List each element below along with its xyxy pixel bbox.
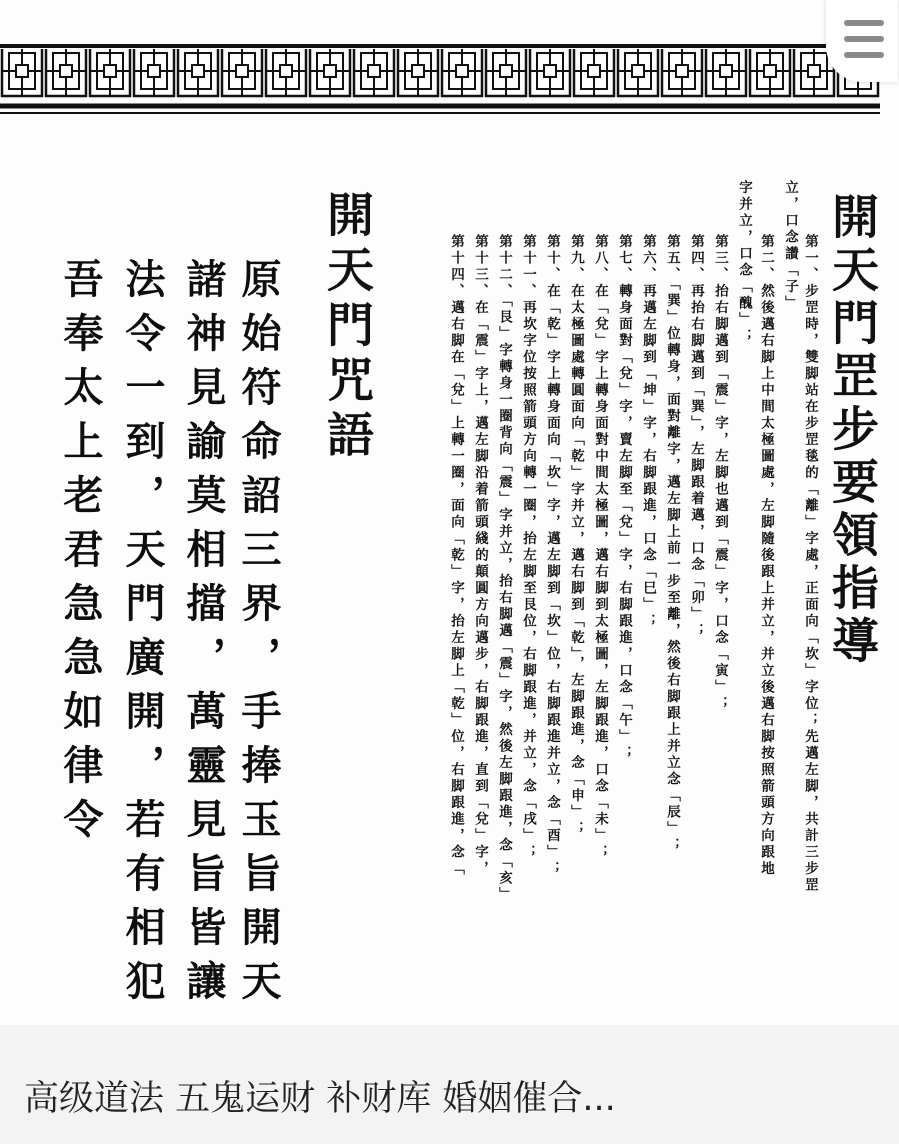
caption-title[interactable]: 高级道法 五鬼运财 补财库 婚姻催合... bbox=[24, 1079, 616, 1119]
step-item: 第十一、再坎字位按照箭頭方向轉一圈，抬左脚至艮位，右脚跟進，并立，念「戌」； bbox=[520, 234, 536, 861]
step-item: 第十四、邁右脚在「兌」上轉一圈，面向「乾」字，抬左脚上「乾」位，右脚跟進，念「 bbox=[448, 234, 464, 878]
step-item: 第三、抬右脚邁到「震」字，左脚也邁到「震」字，口念「寅」； bbox=[712, 234, 728, 713]
menu-button[interactable] bbox=[826, 0, 898, 82]
chant-line: 原始符命詔三界，手捧玉旨開天 bbox=[235, 258, 282, 1014]
main-title: 開天門罡步要領指導 bbox=[824, 192, 879, 669]
chant-line: 吾奉太上老君急急如律令 bbox=[57, 258, 104, 852]
step-item: 第六、再邁左脚到「坤」字，右脚跟進，口念「巳」； bbox=[640, 234, 656, 630]
step-item: 第四、再抬右脚邁到「巽」，左脚跟着邁，口念「卯」； bbox=[688, 234, 704, 640]
step-item: 第十三、在「震」字上，邁左脚沿着箭頭綫的顛圓方向邁步，右脚跟進，直到「兌」字， bbox=[472, 234, 488, 878]
step-item: 第八、在「兌」字上轉身面對中間太極圖，邁右脚到太極圖，左脚跟進，口念「未」； bbox=[592, 234, 608, 861]
chant-line: 法令一到，天門廣開，若有相犯 bbox=[119, 258, 166, 1014]
step-item: 第九、在太極圖處轉圓面向「乾」字并立，邁右脚到「乾」，左脚跟進，念「申」； bbox=[568, 234, 584, 838]
step-item: 第七、轉身面對「兌」字，賣左脚至「兌」字，右脚跟進，口念「午」； bbox=[616, 234, 632, 762]
caption-bar[interactable] bbox=[0, 1025, 899, 1144]
chant-title: 開天門咒語 bbox=[319, 190, 374, 465]
lattice-border bbox=[0, 40, 880, 120]
step-item: 立，口念讚「子」 bbox=[782, 180, 798, 312]
step-item: 第一、步罡時，雙脚站在步罡毯的「離」字處，正面向「坎」字位；先邁左脚，共計三步罡 bbox=[802, 234, 818, 894]
step-item: 第二、然後邁右脚上中間太極圖處，左脚隨後跟上并立，并立後邁右脚按照箭頭方向跟地 bbox=[758, 234, 774, 878]
step-item: 字并立，口念「醜」； bbox=[736, 180, 752, 345]
chant-line: 諸神見諭莫相擋，萬靈見旨皆讓 bbox=[180, 258, 227, 1014]
step-item: 第十二、「艮」字轉身一圈背向「震」字并立，抬右脚邁「震」字，然後左脚跟進，念「亥」 bbox=[496, 234, 512, 904]
step-item: 第十、在「乾」字上轉身面向「坎」字，邁左脚到「坎」位，右脚跟進并立，念「酉」； bbox=[544, 234, 560, 878]
step-item: 第五、「巽」位轉身，面對離字，邁左脚上前一步至離，然後右脚跟上并立念「辰」； bbox=[664, 234, 680, 855]
